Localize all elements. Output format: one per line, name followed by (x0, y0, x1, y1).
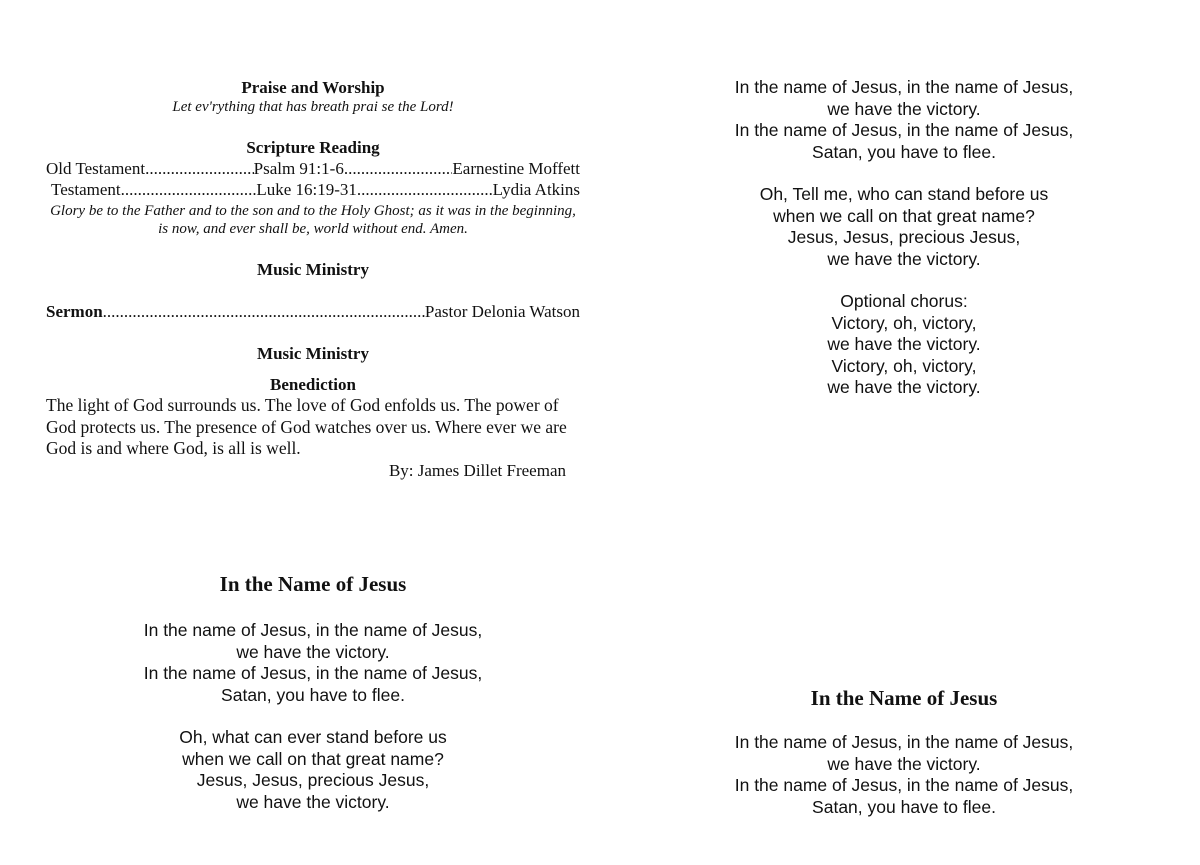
benediction-author: By: James Dillet Freeman (388, 460, 566, 480)
praise-title: Praise and Worship (241, 78, 385, 97)
lyric-line: we have the victory. (236, 791, 390, 812)
lyric-line: Victory, oh, victory, (831, 355, 977, 376)
lyric-line: In the name of Jesus, in the name of Jesus, (143, 620, 483, 640)
lyric-line: In the name of Jesus, in the name of Jesus, (734, 775, 1074, 795)
lyric-line: In the name of Jesus, in the name of Jesus, (734, 77, 1074, 97)
reading-row-old (46, 158, 580, 179)
scripture-title: Scripture Reading (246, 138, 380, 157)
lyric-line: Jesus, Jesus, precious Jesus, (787, 227, 1021, 247)
reading-reader: Earnestine Moffett (452, 159, 581, 178)
music-ministry-2: Music Ministry (257, 344, 369, 363)
song-left (46, 572, 580, 813)
praise-subtitle: Let ev'rything that has breath prai se the Lord! (172, 99, 454, 115)
lyric-line: Jesus, Jesus, precious Jesus, (196, 770, 430, 790)
song-verse-1 (640, 77, 1168, 163)
reading-passage: Luke 16:19-31 (256, 180, 357, 199)
gloria-patri: Glory be to the Father and to the son and to the Holy Ghost; as it was in the beginning, is now, and ever shall be, world without end. Amen. (50, 203, 576, 237)
song-chorus (640, 291, 1168, 399)
reading-label: Old Testament (46, 159, 146, 178)
lyric-line: when we call on that great name? (773, 205, 1035, 226)
music-ministry-1: Music Ministry (257, 260, 369, 279)
lyric-line: Oh, what can ever stand before us (179, 727, 447, 747)
lyric-line: we have the victory. (827, 98, 981, 119)
song-verse-1 (640, 732, 1168, 818)
song-right-top (640, 77, 1168, 399)
song-title: In the Name of Jesus (810, 686, 998, 710)
reading-passage: Psalm 91:1-6 (253, 159, 344, 178)
benediction-text: The light of God surrounds us. The love of God enfolds us. The power of God protects us. The presence of God watches over us. Where ever we are God is and where God, is all is well. (46, 395, 567, 458)
lyric-line: we have the victory. (827, 334, 981, 354)
lyric-line: Optional chorus: (840, 291, 968, 311)
lyric-line: we have the victory. (827, 248, 981, 269)
song-verse-2 (46, 727, 580, 813)
song-verse-2 (640, 184, 1168, 270)
lyric-line: Oh, Tell me, who can stand before us (759, 184, 1049, 204)
song-verse-1 (46, 620, 580, 706)
lyric-line: In the name of Jesus, in the name of Jesus, (734, 120, 1074, 140)
reading-row-new (46, 179, 580, 200)
song-title: In the Name of Jesus (219, 572, 407, 596)
sermon-preacher: Pastor Delonia Watson (424, 302, 580, 321)
reading-label: Testament (51, 180, 121, 199)
sermon-row (46, 301, 580, 322)
sermon-label: Sermon (46, 302, 103, 321)
lyric-line: we have the victory. (236, 641, 390, 662)
benediction-title: Benediction (270, 375, 356, 394)
lyric-line: Satan, you have to flee. (812, 796, 996, 817)
lyric-line: we have the victory. (827, 377, 981, 397)
song-right-bottom (640, 686, 1168, 818)
lyric-line: Satan, you have to flee. (221, 684, 405, 705)
lyric-line: we have the victory. (827, 753, 981, 774)
lyric-line: In the name of Jesus, in the name of Jesus, (143, 663, 483, 683)
lyric-line: Victory, oh, victory, (831, 312, 977, 333)
lyric-line: when we call on that great name? (182, 748, 444, 769)
lyric-line: Satan, you have to flee. (812, 141, 996, 162)
reading-reader: Lydia Atkins (492, 180, 581, 199)
lyric-line: In the name of Jesus, in the name of Jesus, (734, 732, 1074, 752)
order-of-service (46, 77, 580, 481)
